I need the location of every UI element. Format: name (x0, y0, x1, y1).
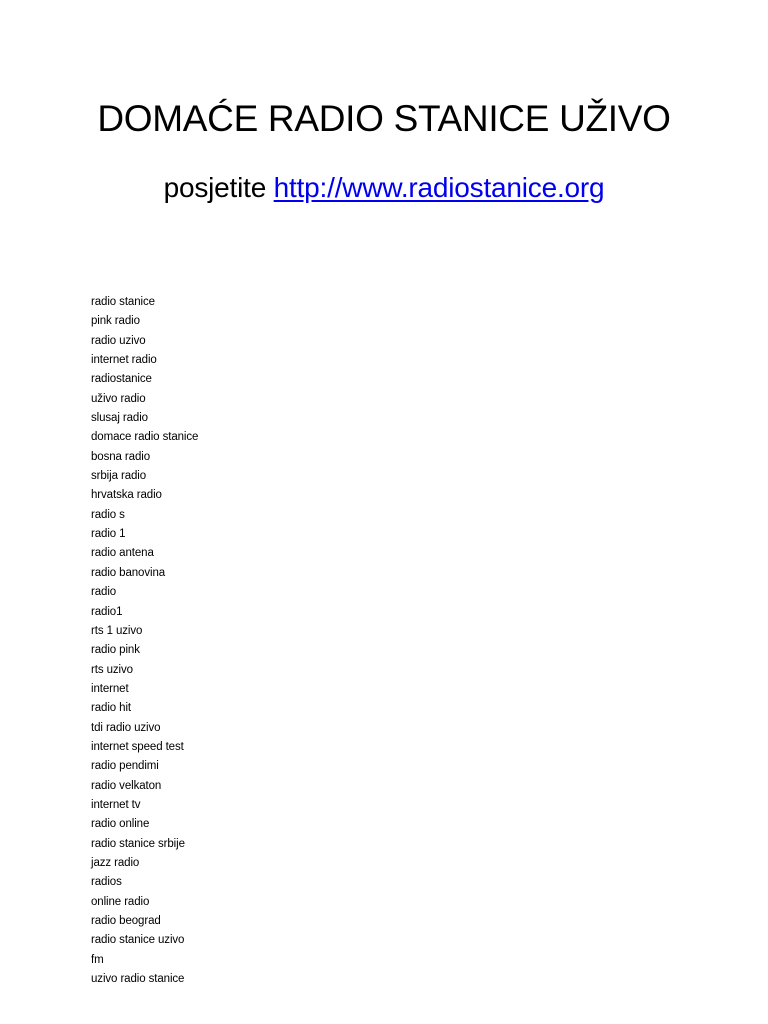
subtitle-prefix: posjetite (163, 172, 274, 203)
subtitle-line (0, 168, 768, 208)
keyword-item: internet tv (91, 798, 141, 811)
keyword-item: radio uzivo (91, 334, 146, 347)
keyword-item: radio pink (91, 644, 140, 657)
keyword-item: tdi radio uzivo (91, 721, 161, 734)
keyword-item: radio velkaton (91, 779, 162, 792)
keyword-item: uživo radio (91, 392, 146, 405)
keyword-item: radio stanice (91, 296, 155, 308)
keyword-item: radio hit (91, 702, 132, 715)
keyword-item: slusaj radio (91, 412, 148, 425)
keyword-item: online radio (91, 895, 150, 908)
keyword-item: srbija radio (91, 470, 147, 483)
keyword-item: radio antena (91, 547, 154, 560)
keyword-item: radio banovina (91, 566, 166, 579)
keyword-item: radio stanice uzivo (91, 934, 185, 947)
keyword-item: hrvatska radio (91, 489, 162, 502)
keyword-item: internet (91, 682, 129, 695)
keyword-item: radio (91, 586, 117, 599)
keyword-item: radios (91, 876, 122, 889)
keyword-item: rts 1 uzivo (91, 624, 143, 637)
keyword-item: radio online (91, 818, 150, 831)
keyword-item: uzivo radio stanice (91, 973, 185, 986)
keyword-list (91, 293, 198, 989)
website-link[interactable]: http://www.radiostanice.org (273, 172, 605, 203)
page-title: DOMAĆE RADIO STANICE UŽIVO (97, 98, 671, 139)
keyword-item: radio 1 (91, 528, 126, 541)
keyword-item: radio pendimi (91, 760, 159, 773)
keyword-item: radiostanice (91, 373, 152, 386)
keyword-item: radio stanice srbije (91, 837, 185, 850)
keyword-item: radio1 (91, 605, 123, 618)
keyword-item: radio s (91, 508, 125, 521)
keyword-item: internet radio (91, 354, 157, 367)
keyword-item: fm (91, 953, 104, 966)
keyword-item: bosna radio (91, 450, 150, 463)
keyword-item: rts uzivo (91, 663, 133, 676)
keyword-item: jazz radio (91, 856, 140, 869)
keyword-item: radio beograd (91, 915, 161, 927)
keyword-item: internet speed test (91, 740, 184, 753)
keyword-item: domace radio stanice (91, 431, 199, 444)
keyword-item: pink radio (91, 315, 140, 328)
